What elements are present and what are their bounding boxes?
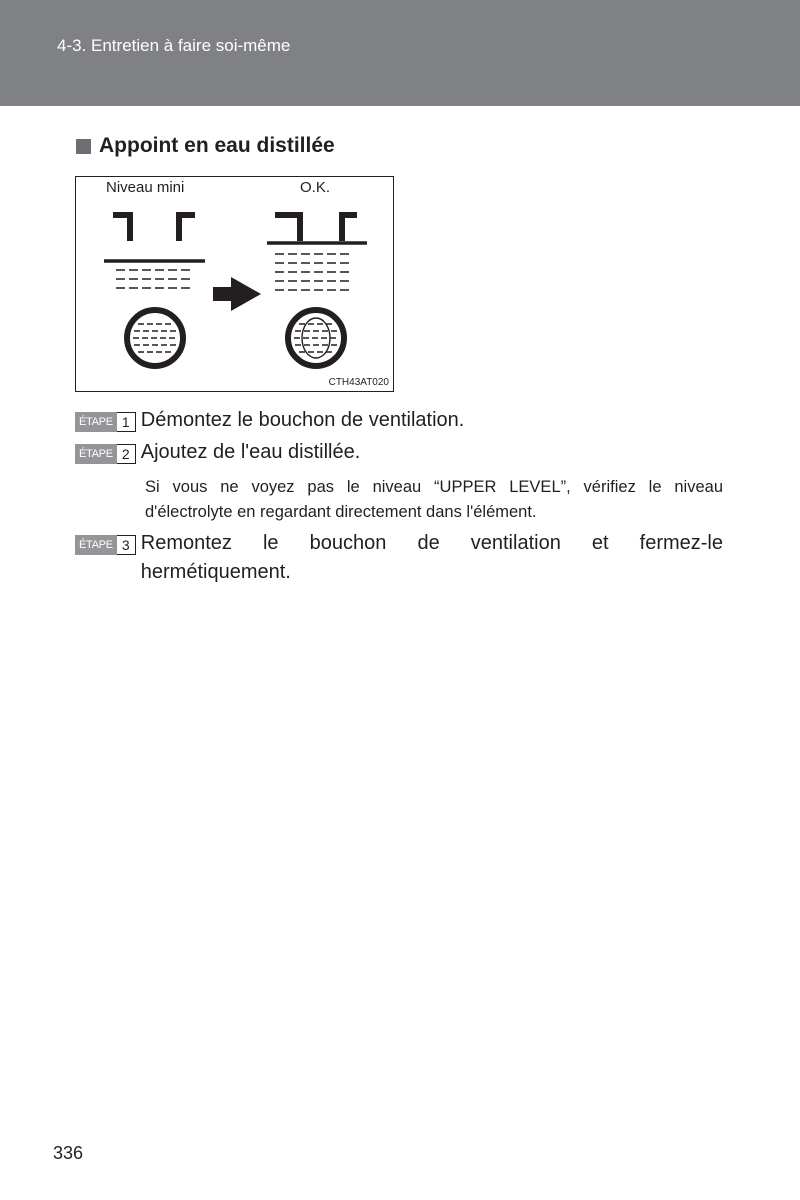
step-2 (75, 441, 735, 467)
header-band (0, 0, 800, 106)
vent-wall-right-icon (179, 215, 195, 241)
step-badge (75, 444, 136, 464)
ok-level-cell (267, 215, 367, 290)
note-text: Si vous ne voyez pas le niveau “UPPER LEVEL”, vérifiez le niveau d'électrolyte en regardant directement dans l'élément. (145, 478, 723, 521)
label-ok: O.K. (300, 179, 331, 196)
section-title (76, 134, 335, 158)
step-badge-number: 3 (117, 535, 136, 555)
step-3 (75, 532, 723, 587)
step-badge-number: 2 (117, 444, 136, 464)
section-header: 4-3. Entretien à faire soi-même (57, 36, 291, 55)
low-level-cell (104, 215, 205, 288)
step-badge (75, 535, 136, 555)
step-badge-word: ÉTAPE (75, 412, 117, 432)
step-badge (75, 412, 136, 432)
electrolyte-level-figure (75, 176, 394, 392)
step-text: Remontez le bouchon de ventilation et fermez-le hermétiquement. (140, 532, 723, 583)
label-niveau-mini: Niveau mini (106, 179, 185, 196)
step-badge-word: ÉTAPE (75, 535, 117, 555)
step-text: Ajoutez de l'eau distillée. (140, 441, 361, 463)
ok-level-view-icon (288, 310, 344, 366)
step-text: Démontez le bouchon de ventilation. (140, 409, 465, 431)
page-number: 336 (53, 1143, 84, 1163)
low-level-view-icon (127, 310, 183, 366)
step-1 (75, 409, 735, 435)
vent-wall-right-icon (342, 215, 357, 241)
step-badge-number: 1 (117, 412, 136, 432)
arrow-right-icon (213, 277, 261, 311)
square-bullet-icon (76, 139, 91, 154)
figure-code: CTH43AT020 (328, 377, 389, 388)
level-illustration (76, 177, 395, 393)
vent-wall-left-icon (275, 215, 300, 241)
vent-wall-left-icon (113, 215, 130, 241)
step-badge-word: ÉTAPE (75, 444, 117, 464)
section-title-text: Appoint en eau distillée (99, 134, 335, 157)
